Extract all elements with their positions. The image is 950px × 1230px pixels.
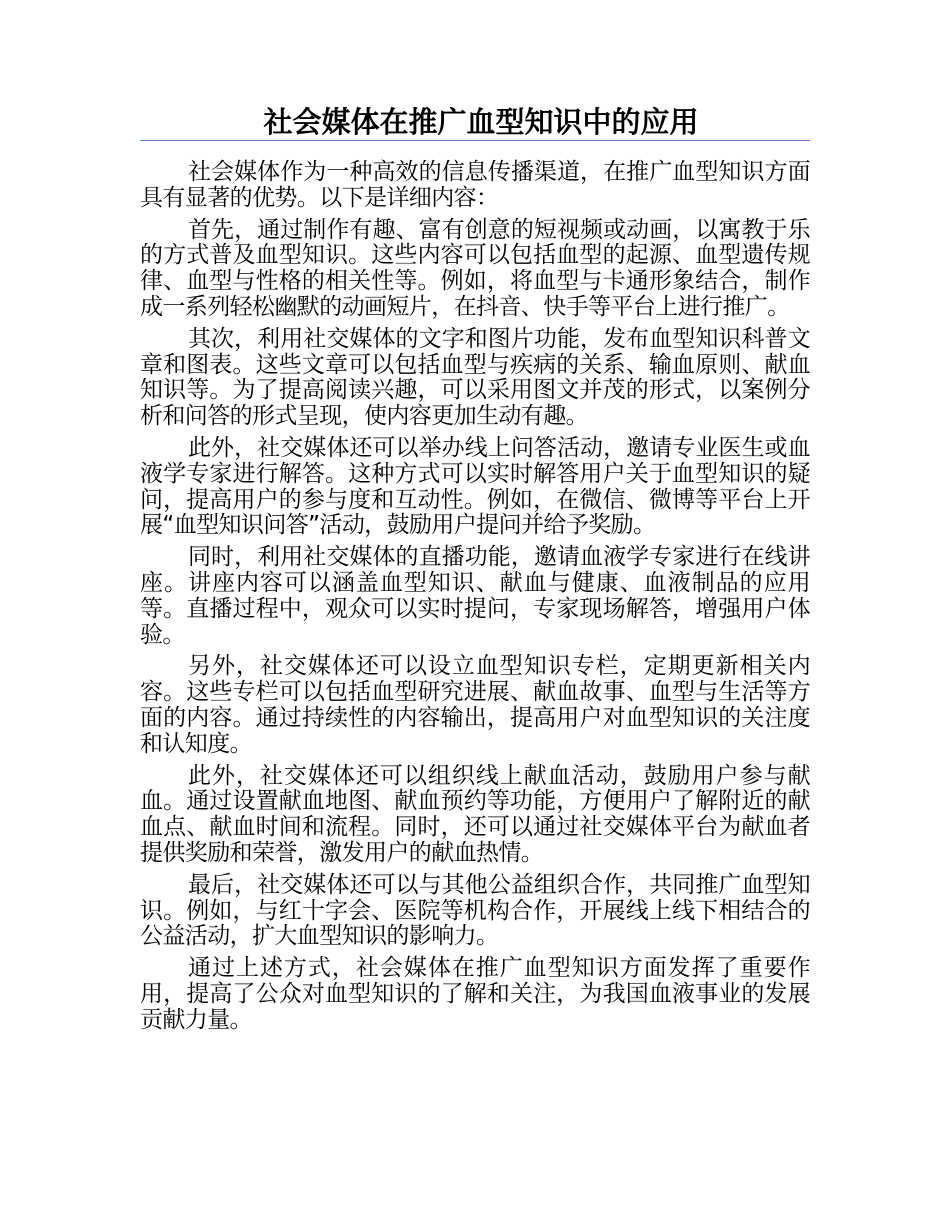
- paragraph-donation: 此外，社交媒体还可以组织线上献血活动，鼓励用户参与献血。通过设置献血地图、献血预约等功能，方便用户了解附近的献血点、献血时间和流程。同时，还可以通过社交媒体平台为献血者提供奖励和荣誉，激发用户的献血热情。: [140, 762, 810, 866]
- paragraph-livestream: 同时，利用社交媒体的直播功能，邀请血液学专家进行在线讲座。讲座内容可以涵盖血型知识、献血与健康、血液制品的应用等。直播过程中，观众可以实时提问，专家现场解答，增强用户体验。: [140, 544, 810, 648]
- paragraph-intro: 社会媒体作为一种高效的信息传播渠道，在推广血型知识方面具有显著的优势。以下是详细内容：: [140, 159, 810, 211]
- paragraph-qa-activity: 此外，社交媒体还可以举办线上问答活动，邀请专业医生或血液学专家进行解答。这种方式可以实时解答用户关于血型知识的疑问，提高用户的参与度和互动性。例如，在微信、微博等平台上开展“血型知识问答”活动，鼓励用户提问并给予奖励。: [140, 434, 810, 539]
- paragraph-partnership: 最后，社交媒体还可以与其他公益组织合作，共同推广血型知识。例如，与红十字会、医院等机构合作，开展线上线下相结合的公益活动，扩大血型知识的影响力。: [140, 871, 810, 950]
- title-underline: [140, 140, 810, 141]
- paragraph-conclusion: 通过上述方式，社会媒体在推广血型知识方面发挥了重要作用，提高了公众对血型知识的了解和关注，为我国血液事业的发展贡献力量。: [140, 955, 810, 1033]
- title-block: [140, 104, 810, 144]
- document-body: [140, 160, 810, 1040]
- paragraph-articles: 其次，利用社交媒体的文字和图片功能，发布血型知识科普文章和图表。这些文章可以包括血型与疾病的关系、输血原则、献血知识等。为了提高阅读兴趣，可以采用图文并茂的形式，以案例分析和问答的形式呈现，使内容更加生动有趣。: [140, 325, 810, 430]
- paragraph-column: 另外，社交媒体还可以设立血型知识专栏，定期更新相关内容。这些专栏可以包括血型研究进展、献血故事、血型与生活等方面的内容。通过持续性的内容输出，提高用户对血型知识的关注度和认知度。: [140, 653, 810, 757]
- paragraph-short-video: 首先，通过制作有趣、富有创意的短视频或动画，以寓教于乐的方式普及血型知识。这些内容可以包括血型的起源、血型遗传规律、血型与性格的相关性等。例如，将血型与卡通形象结合，制作成一系列轻松幽默的动画短片，在抖音、快手等平台上进行推广。: [140, 216, 810, 320]
- document-title: 社会媒体在推广血型知识中的应用: [263, 105, 699, 139]
